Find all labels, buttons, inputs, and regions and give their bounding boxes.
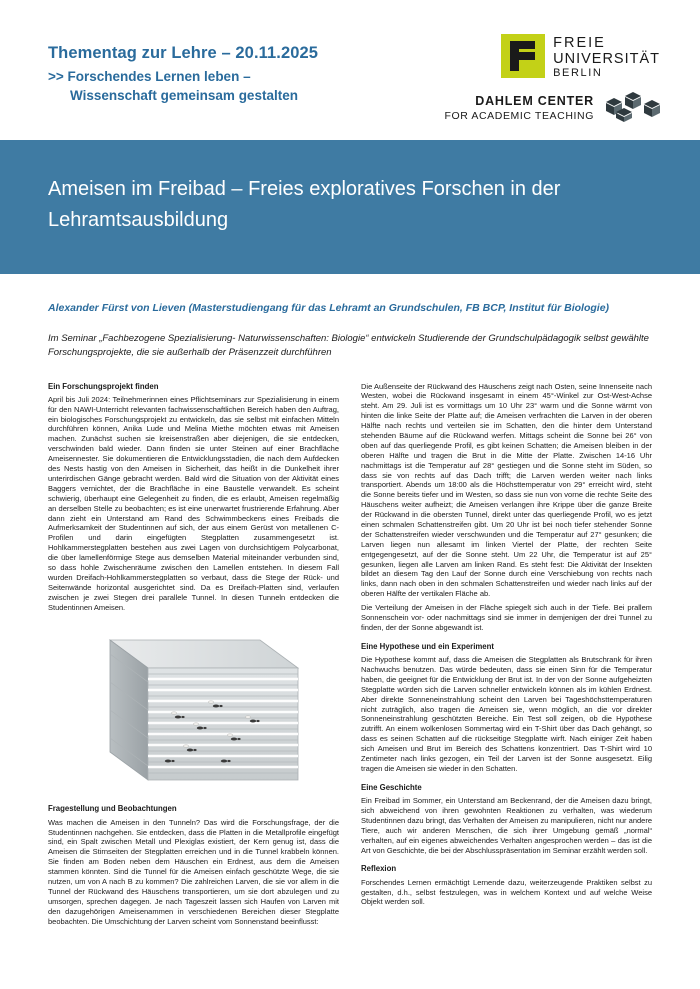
section-heading-geschichte: Eine Geschichte (361, 782, 422, 792)
fu-berlin-logo (501, 34, 660, 80)
author-line: Alexander Fürst von Lieven (Masterstudiengang für das Lehramt an Grundschulen, FB BCP, Institut für Biologie) (48, 302, 610, 314)
section-heading-fragestellung: Fragestellung und Beobachtungen (48, 804, 177, 814)
fu-logo-wordmark (553, 34, 660, 80)
section-heading-hypothese: Eine Hypothese und ein Experiment (361, 641, 495, 651)
paragraph-fragestellung: Was machen die Ameisen in den Tunneln? Das wird die Forschungsfrage, der die Studentinnen nachgehen. Sie entdecken, dass die Platten in die Metallprofile eingefügt sind, ein Spalt zwischen Metall und Plexiglas existiert, der Kern genug ist, dass die Ameisen die Stirnseiten der Stegplatten erreichen und in die Tunnel krabbeln können. Sie finden am Boden neben dem Häuschen ein Erdnest, aus dem die Ameisen stammen könnten. Sind die Tunnel für die Ameisen einfach geschützte Wege, die sie nutzen, um von A nach B zu kommen? Die zahlreichen Larven, die sie vor allem in die Tunnel der Rückwand des Häuschens transportieren, um sie dort abzulegen und zu umsorgen, sprechen dagegen. Je nach Tageszeit lassen sich Haufen von Larven mit den dazugehörigen Ameisenammen in verschiedenen Bereichen dieser Stegplatte beobachten. Die Umschichtung der Larven scheint vom Sonnenstand beeinflusst: (48, 817, 339, 926)
event-subtitle-line1: >> Forschendes Lernen leben – (48, 69, 251, 84)
dahlem-center-logo (444, 92, 660, 123)
dahlem-logo-line1: DAHLEM CENTER (475, 94, 594, 108)
paragraph-geschichte: Ein Freibad im Sommer, ein Unterstand am Beckenrand, der die Ameisen dazu bringt, sich abweichend von ihren gewohnten Reaktionen zu verhalten, was wiederum Studentinnen dazu bringt, das Verhalten der Ameisen zu manipulieren, nicht nur andere Tiere, auch wir anderen Menschen, die sich ihrer Umgebung gemäß „normal“ verhalten, auf ein eigenes abweichendes Verhalten angesprochen werden – das ist die Art von Geschichte, die bei der Abschlusspräsentation im Seminar erzählt werden soll. (361, 796, 652, 855)
fu-logo-line2: UNIVERSITÄT (553, 51, 660, 68)
fu-seal-icon (501, 34, 545, 78)
fu-logo-line1: FREIE (553, 35, 606, 51)
stegplatten-figure-graphic (48, 624, 339, 794)
paragraph-reflexion: Forschendes Lernen ermächtigt Lernende dazu, weiterzeugende Praktiken selbst zu gestalten, d.h., selbst festzulegen, was in welchem Kontext und auf welche Weise Objekt werden soll. (361, 877, 652, 907)
author-block (0, 274, 700, 360)
paragraph-beobachtung-1: Die Außenseite der Rückwand des Häuschens zeigt nach Osten, seine Innenseite nach Westen, wobei die Rückwand insgesamt in einem 45°-Winkel zur Ost-West-Achse steht. Am 29. Juli ist es vormittags um 10 Uhr 23° warm und die Sonne wärmt von hinten die linke Seite der Platte auf; die Ameisen verfrachten die Larven in der oberen Hälfte nach rechts und verteilen sie im Schatten, den die hinter dem Unterstand stehenden Bäume auf die Rückwand werfen. Mittags scheint die Sonne bei 26° von oben auf das querliegende Profil, es gibt keinen Schatten; die Ameisen bleiben in der oberen Hälfte und tragen die Brut in die Mitte der Platte. Zwischen 14-16 Uhr nachmittags ist die Temperatur auf 28° gestiegen und die Sonne steht im Süden, so dass sie von rechts auf das Dach trifft; die Larven werden weiter nach links transportiert. Abends um 18:00 als die Höchsttemperatur von 29° erreicht wird, steht die Sonne bereits tiefer und im Westen, so dass sie nun von vorne die rechte Seite des Häuschens weiter aufheizt; die Ameisen verlangen ihre Krippe über die ganze Breite der Rückwand in die obersten Tunnel, direkt unter das querliegende Profil, wo es jetzt einen schmalen Schattenstreifen gibt. Um 20 Uhr ist bei noch tiefer stehender Sonne der Schattenstreifen wieder verschwunden und die Temperatur auf 27° gesunken; die Larven liegen nun allesamt im linken Viertel der Platte, der rechten Seite entgegengesetzt, auf der die Sonne steht. Um 22 Uhr, die Temperatur ist auf 25° gesunken, liegen alle Larven am linken Rand. Es steht fest: Die Aktivität der Insekten bildet an diesem Tag den Lauf der Sonne durch eine Verschiebung von rechts nach links, dann nach oben in den schmalen Schattenstreifen und wieder nach links auf der oberen Hälfte der vertikalen Fläche ab. (361, 381, 652, 599)
paragraph-forschungsprojekt: April bis Juli 2024: Teilnehmerinnen eines Pflichtseminars zur Spezialisierung in einem für den NAWI-Unterricht relevanten fachwissenschaftlichen Bereich haben den Auftrag, ein biologisches Forschungsprojekt zu entwickeln, das sie selbst mit einfachen Mitteln durchführen können, Anika Lude und Melina Miethe möchten etwas mit Ameisen machen. Zunächst suchen sie kreisenstraßen aber diejenigen, die sie entdecken, verschwinden bald wieder. Dann finden sie unter Steinen auf einer Brachfläche Ameisennester. Sie dokumentieren die Entwicklungsstadien, die nach dem Aufdecken des Nests hastig von den Ameisen in Sicherheit, das heißt in die Dunkelheit ihrer unterirdischen Gänge gebracht werden. Bald wird die Situation von der Aktivität eines Baggers vernichtet, der die Brachfläche in eine Baustelle verwandelt. Es scheint schwierig, überhaupt eine Gelegenheit zu finden, die es erlaubt, Ameisen regelmäßig an derselben Stelle zu beobachten; es ist eine unerwartet frustrierende Erfahrung. Aber dann zieht ein Unterstand am Rand des Schwimmbeckens eines Freibads die Aufmerksamkeit der Studentinnen auf sich, der aus einem Gerüst von metallenen C-Profilen und darin eingefügten Stegplatten zusammengesetzt ist. Hohlkammerstegplatten bestehen aus zwei Lagen von durchsichtigem Polycarbonat, die über lamellenförmige Stege aus demselben Material miteinander verbunden sind, so dass hohle Zwischenräume zwischen den Lamellen entstehen. In diesem Fall wurden Dreifach-Hohlkammerstegplatten so verbaut, dass die Stege der Rück- und Seitenwände horizontal ausgerichtet sind. Da es Dreifach-Platten sind, verlaufen zwischen je zwei Stegen drei parallele Tunnel. In diesen Tunneln entdecken die Studentinnen Ameisen. (48, 394, 339, 612)
poster-title-banner (0, 140, 700, 274)
event-subtitle-line2: Wissenschaft gemeinsam gestalten (70, 87, 298, 103)
stegplatten-illustration (48, 624, 339, 794)
right-column (361, 382, 652, 927)
abstract-text: Im Seminar „Fachbezogene Spezialisierung- Naturwissenschaften: Biologie“ entwickeln Studierende der Grundschulpädagogik selbst gewählte Forschungsprojekte, die sie außerhalb der Präsenzzeit durchführen (48, 333, 649, 358)
cubes-icon (604, 92, 660, 122)
fu-logo-line3: BERLIN (553, 67, 603, 80)
dahlem-logo-wordmark (444, 92, 594, 123)
section-heading-reflexion: Reflexion (361, 864, 397, 874)
section-heading-forschungsprojekt: Ein Forschungsprojekt finden (48, 381, 159, 391)
content-columns (0, 360, 700, 927)
dahlem-logo-line2: FOR ACADEMIC TEACHING (444, 109, 594, 122)
paragraph-hypothese: Die Hypothese kommt auf, dass die Ameisen die Stegplatten als Brutschrank für ihren Nachwuchs benutzen. Das würde bedeuten, dass sie einen Sinn für die Temperatur haben, die geeignet für die Entwicklung der Brut ist. In der von der Sonne aufgeheizten Stegplatte würden sich die Larven schneller entwickeln können als im kühlen Erdnest. Aber direkte Sonneneinstrahlung scheint den Larven bei Tageshöchsttemperaturen nicht zuträglich, also tragen die Ameisen sie, wenn möglich, an die vor direkter Sonneneinstrahlung geschützten Bereiche. Ein Test soll zeigen, ob die Hypothese zutrifft. An einem wolkenlosen Sommertag wird ein T-Shirt über das Dach gehängt, so dass es seinen Schatten auf die rückseitige Stegplatte wirft. Nach einiger Zeit haben sich Ameisen und Brut im Bereich des Schattens konzentriert. Das T-Shirt wird 10 Zentimeter nach links gezogen, ein Teil der Larven ist der Sonne ausgesetzt. Eilig tragen die Ameisen sie wieder in den Schatten. (361, 655, 652, 773)
left-column (48, 382, 339, 927)
paragraph-beobachtung-2: Die Verteilung der Ameisen in der Fläche spiegelt sich auch in der Tiefe. Bei prallem Sonnenschein vor- oder nachmittags sind sie immer in demjenigen der drei Tunnel zu finden, der der Sonne abgewandt ist. (361, 603, 652, 632)
event-title: Thementag zur Lehre – 20.11.2025 (48, 44, 319, 62)
poster-title: Ameisen im Freibad – Freies exploratives Forschen in der Lehramtsausbildung (48, 178, 561, 231)
page-header (0, 0, 700, 140)
